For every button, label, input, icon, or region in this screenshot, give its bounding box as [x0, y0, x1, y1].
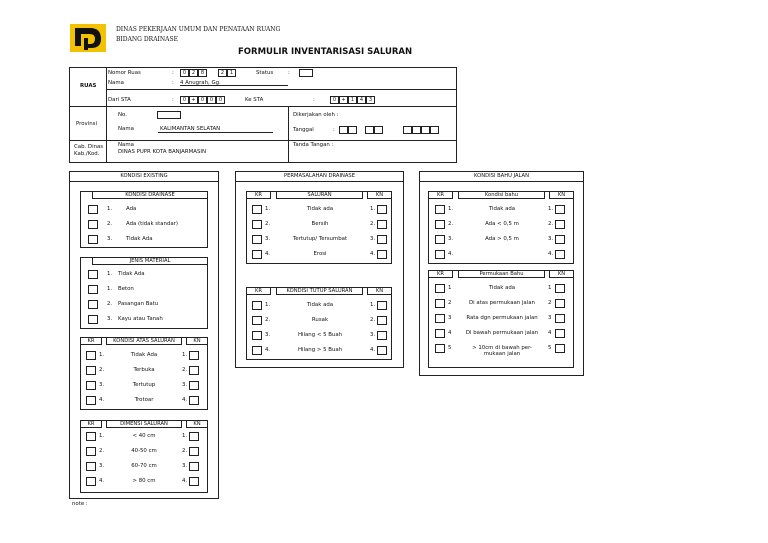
saluran-header: SALURAN	[276, 191, 363, 199]
option-label: Ada > 0,5 m	[485, 236, 519, 242]
provinsi-nama-label: Nama	[118, 126, 134, 132]
option-label: Tidak Ada	[118, 271, 145, 277]
kn-checkbox[interactable]	[189, 477, 199, 486]
option-number-right: 3.	[182, 382, 188, 388]
option-number: 3.	[107, 236, 113, 242]
option-number-right: 3.	[370, 332, 376, 338]
divider	[106, 67, 107, 163]
kondisi-drainase-header: KONDISI DRAINASE	[92, 191, 208, 199]
agency-name: DINAS PEKERJAAN UMUM DAN PENATAAN RUANG	[116, 26, 281, 33]
option-number: 4.	[99, 478, 105, 484]
kr-header: KR	[246, 287, 271, 295]
kr-checkbox[interactable]	[252, 316, 262, 325]
kr-checkbox[interactable]	[435, 299, 445, 308]
kr-checkbox[interactable]	[435, 250, 445, 259]
option-number: 3.	[99, 463, 105, 469]
kr-checkbox[interactable]	[252, 220, 262, 229]
kr-checkbox[interactable]	[86, 432, 96, 441]
option-number: 1.	[107, 206, 113, 212]
ke-sta-field[interactable]: 0 + 1 4 3	[330, 96, 375, 104]
option-label: Rata dgn permukaan jalan	[466, 315, 538, 321]
option-number-right: 4	[548, 330, 552, 336]
option-number: 3.	[448, 236, 454, 242]
option-label: Di atas permukaan jalan	[469, 300, 535, 306]
option-number: 1.	[265, 302, 271, 308]
kr-header: KR	[428, 270, 453, 278]
option-label: Erosi	[313, 251, 327, 257]
kn-header: KN	[549, 270, 574, 278]
option-number-right: 4.	[182, 478, 188, 484]
nomor-ruas-label: Nomor Ruas	[108, 70, 141, 76]
kondisi-existing-title: KONDISI EXISTING	[69, 171, 219, 182]
tanggal-field[interactable]	[339, 126, 357, 134]
option-number: 1.	[448, 206, 454, 212]
kn-header: KN	[186, 337, 208, 345]
kn-checkbox[interactable]	[377, 346, 387, 355]
kr-checkbox[interactable]	[86, 396, 96, 405]
option-number: 2.	[107, 301, 113, 307]
option-number: 5	[448, 345, 452, 351]
option-checkbox[interactable]	[88, 285, 98, 294]
option-number-right: 2	[548, 300, 552, 306]
kn-header: KN	[186, 420, 208, 428]
option-label: Tidak ada	[306, 206, 334, 212]
kn-checkbox[interactable]	[377, 250, 387, 259]
option-label: Rusak	[311, 317, 329, 323]
kn-checkbox[interactable]	[377, 331, 387, 340]
kondisi-atas-header: KONDISI ATAS SALURAN	[106, 337, 182, 345]
option-label: Tertutup	[132, 382, 156, 388]
kr-checkbox[interactable]	[435, 235, 445, 244]
kr-checkbox[interactable]	[435, 284, 445, 293]
kn-checkbox[interactable]	[189, 432, 199, 441]
status-field[interactable]	[299, 69, 313, 77]
option-label: Bersih	[311, 221, 329, 227]
kr-checkbox[interactable]	[86, 366, 96, 375]
option-number: 3.	[265, 332, 271, 338]
kr-header: KR	[80, 337, 102, 345]
option-checkbox[interactable]	[88, 205, 98, 214]
kr-checkbox[interactable]	[252, 331, 262, 340]
option-number: 1.	[107, 286, 113, 292]
kn-checkbox[interactable]	[189, 447, 199, 456]
option-number-right: 4.	[182, 397, 188, 403]
nomor-ruas-field-2[interactable]: 2 1	[218, 69, 236, 77]
page-title: FORMULIR INVENTARISASI SALURAN	[238, 47, 413, 57]
kr-checkbox[interactable]	[435, 344, 445, 353]
kn-checkbox[interactable]	[555, 250, 565, 259]
permasalahan-title: PERMASALAHAN DRAINASE	[235, 171, 404, 182]
option-label: Pasangan Batu	[118, 301, 159, 307]
option-number-right: 4.	[370, 251, 376, 257]
option-number-right: 2.	[370, 221, 376, 227]
kn-header: KN	[549, 191, 574, 199]
provinsi-nama-value[interactable]: KALIMANTAN SELATAN	[160, 126, 221, 132]
option-label-line2: mukaan jalan	[483, 351, 521, 357]
option-label: Di bawah permukaan jalan	[465, 330, 539, 336]
kr-checkbox[interactable]	[435, 329, 445, 338]
option-checkbox[interactable]	[88, 235, 98, 244]
option-number-right: 1.	[370, 302, 376, 308]
dikerjakan-label: Dikerjakan oleh :	[293, 112, 339, 118]
agency-logo	[70, 24, 106, 52]
kr-checkbox[interactable]	[435, 220, 445, 229]
option-number-right: 3.	[370, 236, 376, 242]
option-number: 3	[448, 315, 452, 321]
option-label: > 10cm di bawah per-	[472, 345, 532, 351]
option-label: 40-50 cm	[131, 448, 157, 454]
kr-checkbox[interactable]	[252, 346, 262, 355]
kn-checkbox[interactable]	[555, 344, 565, 353]
tanda-tangan-label: Tanda Tangan :	[293, 142, 334, 148]
option-number: 2.	[265, 317, 271, 323]
nama-ruas-label: Nama	[108, 80, 124, 86]
option-label: > 80 cm	[132, 478, 156, 484]
option-checkbox[interactable]	[88, 270, 98, 279]
option-number-right: 4.	[370, 347, 376, 353]
option-checkbox[interactable]	[88, 315, 98, 324]
option-label: Tidak ada	[488, 206, 516, 212]
nomor-ruas-field-1[interactable]: 0 2 8	[180, 69, 207, 77]
kn-checkbox[interactable]	[189, 396, 199, 405]
ruas-label: RUAS	[80, 83, 97, 89]
kr-checkbox[interactable]	[86, 351, 96, 360]
kr-checkbox[interactable]	[252, 301, 262, 310]
option-number-right: 2.	[182, 448, 188, 454]
option-label: Trotoar	[134, 397, 154, 403]
dari-sta-label: Dari STA	[108, 97, 131, 103]
option-number: 4	[448, 330, 452, 336]
option-number: 2.	[107, 221, 113, 227]
kr-checkbox[interactable]	[86, 447, 96, 456]
option-number: 3.	[265, 236, 271, 242]
kr-checkbox[interactable]	[86, 381, 96, 390]
kr-header: KR	[246, 191, 271, 199]
option-number: 4.	[448, 251, 454, 257]
kn-checkbox[interactable]	[189, 366, 199, 375]
option-number: 1.	[265, 206, 271, 212]
provinsi-no-label: No.	[118, 112, 127, 118]
kr-checkbox[interactable]	[252, 250, 262, 259]
pu-logo-icon	[70, 24, 106, 52]
option-number-right: 2.	[370, 317, 376, 323]
option-label: Beton	[118, 286, 134, 292]
option-number: 1.	[107, 271, 113, 277]
option-number-right: 3	[548, 315, 552, 321]
option-label: < 40 cm	[132, 433, 156, 439]
option-number: 2.	[448, 221, 454, 227]
division-name: BIDANG DRAINASE	[116, 36, 178, 43]
option-number-right: 2.	[182, 367, 188, 373]
kn-checkbox[interactable]	[189, 462, 199, 471]
permukaan-header: Permukaan Bahu	[458, 270, 545, 278]
option-label: Hilang < 5 Buah	[297, 332, 343, 338]
cabang-nama-value[interactable]: DINAS PUPR KOTA BANJARMASIN	[118, 149, 206, 155]
option-number-right: 1	[548, 285, 552, 291]
kn-checkbox[interactable]	[377, 316, 387, 325]
option-number: 2.	[265, 221, 271, 227]
option-number: 1	[448, 285, 452, 291]
option-checkbox[interactable]	[88, 220, 98, 229]
cabang-label: Cab. Dinas Kab./Kod.	[74, 144, 104, 157]
option-label: Terbuka	[133, 367, 155, 373]
option-number-right: 5	[548, 345, 552, 351]
option-label: Tidak Ada	[126, 236, 153, 242]
option-number: 4.	[265, 251, 271, 257]
option-label: 60-70 cm	[131, 463, 157, 469]
note-label: note :	[72, 501, 88, 507]
option-number: 1.	[99, 433, 105, 439]
option-label: Tidak ada	[306, 302, 334, 308]
nama-ruas-value[interactable]: 4 Anugrah, Gg.	[180, 80, 221, 86]
kr-header: KR	[428, 191, 453, 199]
kn-checkbox[interactable]	[555, 220, 565, 229]
kn-checkbox[interactable]	[377, 205, 387, 214]
option-number: 2	[448, 300, 452, 306]
option-checkbox[interactable]	[88, 300, 98, 309]
option-label: Ada < 0,5 m	[485, 221, 519, 227]
option-label: Ada	[126, 206, 137, 212]
kn-checkbox[interactable]	[555, 314, 565, 323]
option-number-right: 1.	[548, 206, 554, 212]
option-number: 2.	[99, 448, 105, 454]
divider	[288, 106, 289, 163]
tanggal-month-field[interactable]	[365, 126, 383, 134]
kn-checkbox[interactable]	[377, 220, 387, 229]
cabang-nama-label: Nama	[118, 142, 134, 148]
option-label: Tertutup/ Tersumbat	[292, 236, 348, 242]
provinsi-label: Provinsi	[76, 121, 97, 127]
option-number: 1.	[99, 352, 105, 358]
bahu-jalan-title: KONDISI BAHU JALAN	[419, 171, 584, 182]
option-number: 3.	[99, 382, 105, 388]
kn-checkbox[interactable]	[555, 284, 565, 293]
option-number-right: 1.	[182, 433, 188, 439]
kr-checkbox[interactable]	[86, 462, 96, 471]
dari-sta-field[interactable]: 0 + 0 0 0	[180, 96, 225, 104]
bahu-header: Kondisi bahu	[458, 191, 545, 199]
kn-checkbox[interactable]	[555, 235, 565, 244]
option-number-right: 3.	[182, 463, 188, 469]
option-number-right: 4.	[548, 251, 554, 257]
kn-checkbox[interactable]	[377, 301, 387, 310]
kr-checkbox[interactable]	[435, 205, 445, 214]
divider	[69, 106, 457, 107]
tutup-header: KONDISI TUTUP SALURAN	[276, 287, 363, 295]
jenis-material-header: JENIS MATERIAL	[92, 257, 208, 265]
option-number-right: 1.	[182, 352, 188, 358]
kr-checkbox[interactable]	[252, 235, 262, 244]
option-number: 3.	[107, 316, 113, 322]
kr-header: KR	[80, 420, 102, 428]
kn-header: KN	[367, 287, 392, 295]
option-number: 4.	[265, 347, 271, 353]
kn-checkbox[interactable]	[555, 205, 565, 214]
option-number-right: 2.	[548, 221, 554, 227]
kr-checkbox[interactable]	[86, 477, 96, 486]
tanggal-year-field[interactable]	[403, 126, 439, 134]
option-number: 2.	[99, 367, 105, 373]
kr-checkbox[interactable]	[435, 314, 445, 323]
option-label: Tidak Ada	[130, 352, 158, 358]
status-label: Status	[256, 70, 274, 76]
option-label: Ada (tidak standar)	[126, 221, 178, 227]
dimensi-header: DIMENSI SALURAN	[106, 420, 182, 428]
divider	[69, 140, 457, 141]
tanggal-label: Tanggal	[293, 127, 314, 133]
option-label: Hilang > 5 Buah	[297, 347, 343, 353]
option-number: 4.	[99, 397, 105, 403]
kn-checkbox[interactable]	[555, 329, 565, 338]
option-label: Kayu atau Tanah	[118, 316, 163, 322]
kn-checkbox[interactable]	[555, 299, 565, 308]
kn-header: KN	[367, 191, 392, 199]
option-number-right: 3.	[548, 236, 554, 242]
kr-checkbox[interactable]	[252, 205, 262, 214]
option-label: Tidak ada	[488, 285, 516, 291]
ke-sta-label: Ke STA	[245, 97, 264, 103]
kn-checkbox[interactable]	[189, 381, 199, 390]
option-number-right: 1.	[370, 206, 376, 212]
kn-checkbox[interactable]	[189, 351, 199, 360]
provinsi-no-field[interactable]	[157, 111, 181, 119]
kn-checkbox[interactable]	[377, 235, 387, 244]
